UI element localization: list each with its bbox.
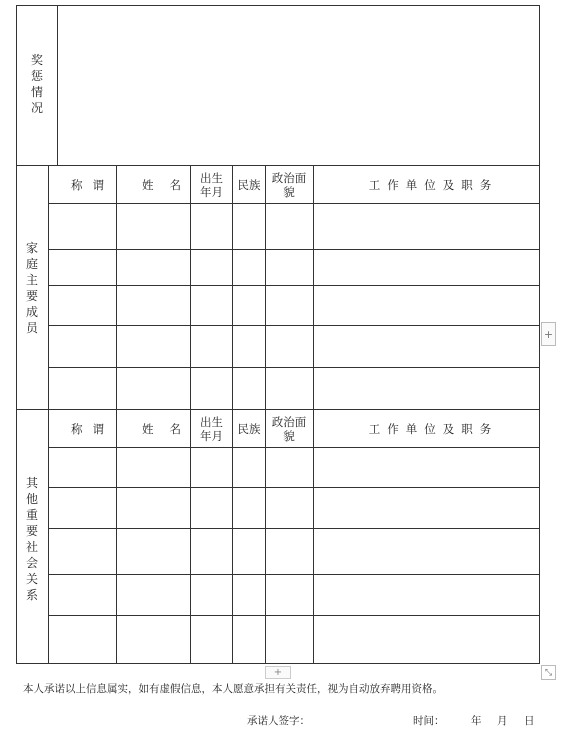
day-label: 日 — [524, 715, 535, 727]
social-row-line — [48, 528, 540, 529]
family-label: 家庭主要成员 — [25, 241, 38, 335]
family-header-work: 工作单位及职务 — [368, 177, 499, 192]
family-header-ethnicity: 民族 — [237, 177, 261, 192]
year-label: 年 — [471, 715, 482, 727]
table-border-right — [539, 5, 540, 664]
family-header-line — [48, 203, 540, 204]
table-resize-handle[interactable]: ⤡ — [541, 665, 556, 680]
month-label: 月 — [497, 715, 508, 727]
family-header-birth: 出生年月 — [200, 170, 223, 199]
social-header-line — [48, 447, 540, 448]
social-header-ethnicity: 民族 — [237, 421, 261, 436]
family-header-political: 政治面貌 — [271, 170, 307, 199]
family-header-relation: 称谓 — [71, 177, 114, 192]
table-border-bottom — [16, 663, 540, 664]
table-border-top — [16, 5, 540, 6]
pledge-statement: 本人承诺以上信息属实，如有虚假信息，本人愿意承担有关责任，视为自动放弃聘用资格。 — [23, 683, 443, 695]
col-divider-4 — [265, 165, 266, 664]
social-header-political: 政治面貌 — [271, 414, 307, 443]
social-header-work: 工作单位及职务 — [368, 421, 499, 436]
social-row-line — [48, 487, 540, 488]
social-row-line — [48, 615, 540, 616]
social-header-name: 姓名 — [142, 421, 197, 436]
social-row-line — [48, 574, 540, 575]
add-row-button[interactable]: + — [265, 666, 291, 679]
family-row-line — [48, 285, 540, 286]
time-label: 时间： — [413, 715, 445, 727]
awards-label: 奖惩情况 — [30, 53, 43, 115]
family-row-line — [48, 325, 540, 326]
social-header-birth: 出生年月 — [200, 414, 223, 443]
family-row-line — [48, 249, 540, 250]
row-insert-handle[interactable]: + — [541, 322, 556, 346]
awards-divider — [57, 5, 58, 165]
family-row-line — [48, 367, 540, 368]
signer-label: 承诺人签字： — [247, 715, 310, 727]
family-header-name: 姓名 — [142, 177, 197, 192]
social-header-relation: 称谓 — [71, 421, 114, 436]
social-label: 其他重要社会关系 — [25, 476, 38, 602]
table-border-left — [16, 5, 17, 664]
